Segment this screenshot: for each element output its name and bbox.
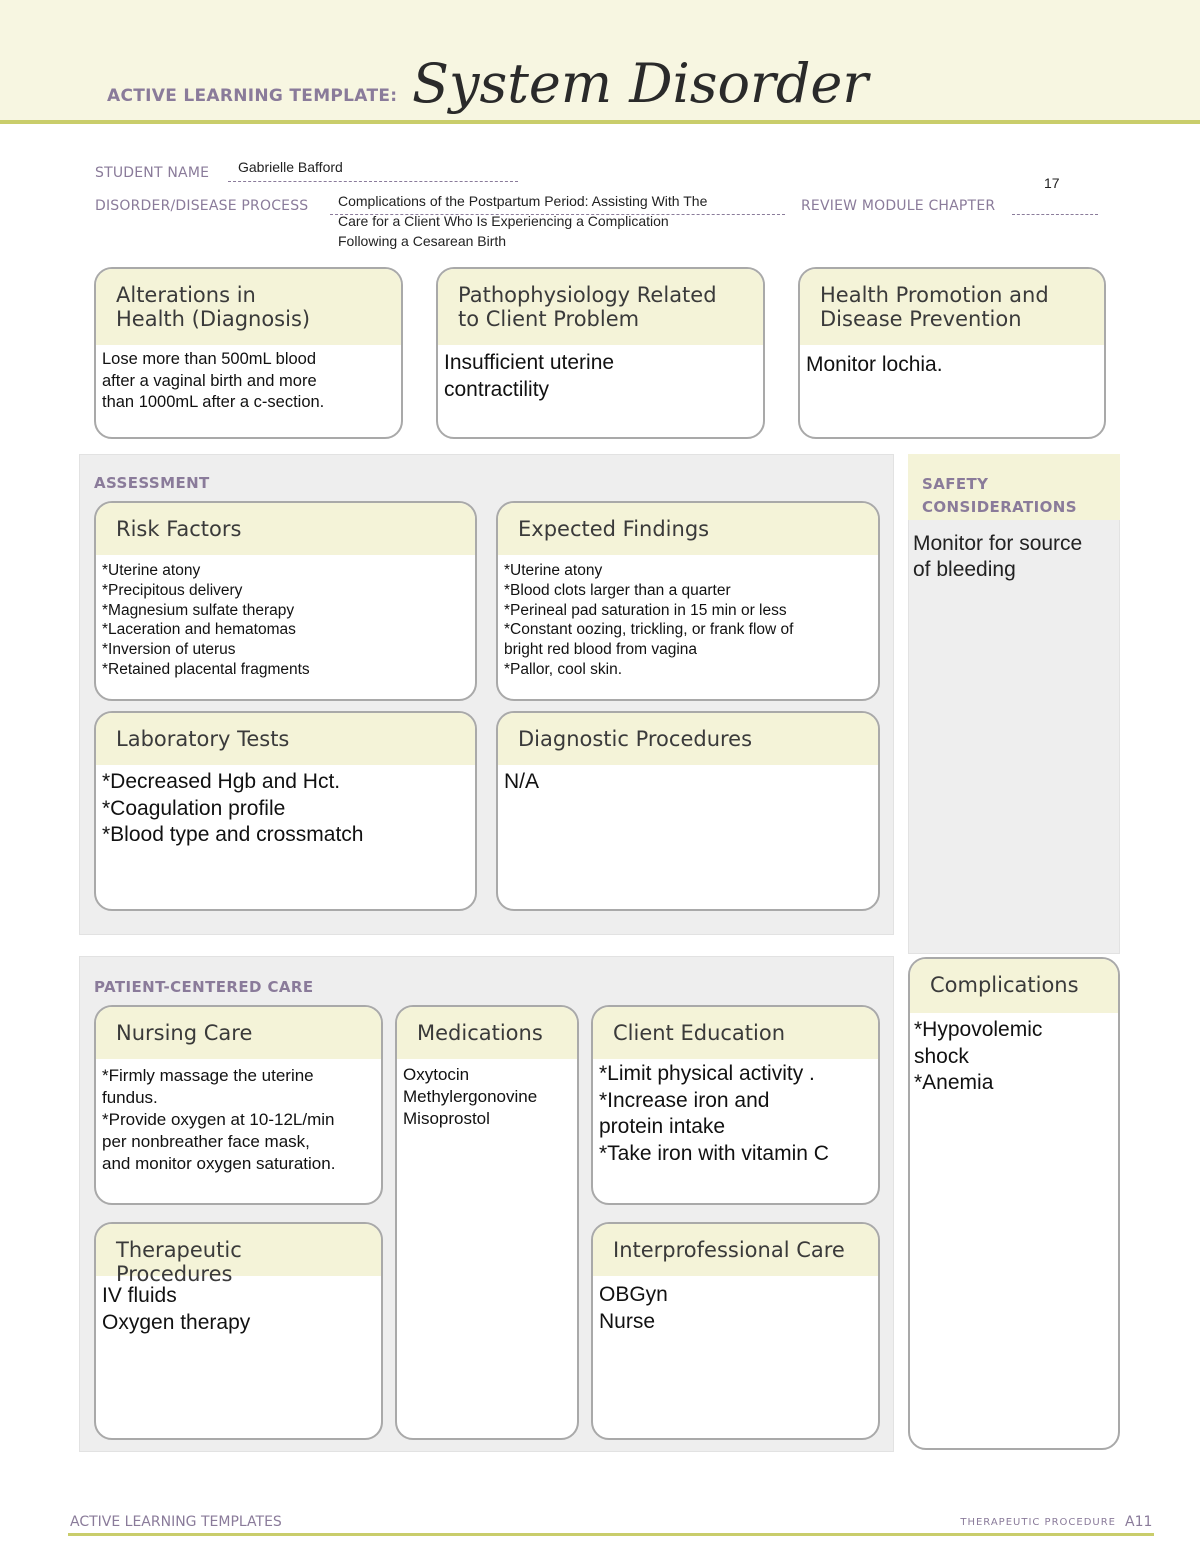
risk-factors-text[interactable]: *Uterine atony *Precipitous delivery *Magnesium sulfate therapy *Laceration and hematomas *Inversion of uterus *Retained placental fragments <box>102 562 310 678</box>
pathophysiology-text[interactable]: Insufficient uterine contractility <box>444 351 615 401</box>
diagnostic-procedures-title: Diagnostic Procedures <box>498 713 878 765</box>
safety-label: SAFETY CONSIDERATIONS <box>922 475 1077 516</box>
client-education-box <box>591 1005 880 1205</box>
complications-text[interactable]: *Hypovolemic shock *Anemia <box>914 1018 1043 1094</box>
assessment-label: ASSESSMENT <box>94 474 210 492</box>
risk-factors-box <box>94 501 477 701</box>
chapter-line <box>1012 214 1098 215</box>
client-education-text[interactable]: *Limit physical activity . *Increase iron and protein intake *Take iron with vitamin C <box>599 1062 829 1165</box>
therapeutic-procedures-title: Therapeutic Procedures <box>96 1224 381 1276</box>
interprofessional-care-text[interactable]: OBGyn Nurse <box>599 1283 668 1333</box>
alterations-box <box>94 267 403 439</box>
complications-title: Complications <box>910 959 1118 1013</box>
interprofessional-care-title: Interprofessional Care <box>593 1224 878 1276</box>
pathophysiology-title: Pathophysiology Related to Client Problem <box>438 269 763 345</box>
health-promotion-box <box>798 267 1106 439</box>
health-promotion-text[interactable]: Monitor lochia. <box>806 353 943 376</box>
alterations-text[interactable]: Lose more than 500mL blood after a vaginal birth and more than 1000mL after a c-section. <box>102 350 325 411</box>
nursing-care-title: Nursing Care <box>96 1007 381 1059</box>
student-name-line <box>228 181 518 182</box>
nursing-care-box <box>94 1005 383 1205</box>
diagnostic-procedures-text[interactable]: N/A <box>504 770 540 793</box>
chapter-label: REVIEW MODULE CHAPTER <box>801 198 996 214</box>
student-name-label: STUDENT NAME <box>95 165 210 181</box>
diagnostic-procedures-box <box>496 711 880 911</box>
complications-box <box>908 957 1120 1450</box>
safety-column <box>908 454 1120 954</box>
header-label: ACTIVE LEARNING TEMPLATE: <box>107 86 398 106</box>
laboratory-tests-box <box>94 711 477 911</box>
student-name-field[interactable]: Gabrielle Bafford <box>238 159 343 175</box>
patient-care-label: PATIENT-CENTERED CARE <box>94 978 314 996</box>
expected-findings-title: Expected Findings <box>498 503 878 555</box>
pathophysiology-box <box>436 267 765 439</box>
page-title: System Disorder <box>412 52 869 115</box>
health-promotion-title: Health Promotion and Disease Prevention <box>800 269 1104 345</box>
footer-left: ACTIVE LEARNING TEMPLATES <box>70 1514 282 1530</box>
page-number: A11 <box>1125 1514 1153 1530</box>
expected-findings-text[interactable]: *Uterine atony *Blood clots larger than a quarter *Perineal pad saturation in 15 min or less *Constant oozing, trickling, or frank flow of bright red blood from vagina *Pallor, cool skin. <box>504 562 794 678</box>
medications-text[interactable]: Oxytocin Methylergonovine Misoprostol <box>403 1065 538 1128</box>
footer-divider <box>68 1533 1154 1536</box>
expected-findings-box <box>496 501 880 701</box>
risk-factors-title: Risk Factors <box>96 503 475 555</box>
disorder-label: DISORDER/DISEASE PROCESS <box>95 198 309 214</box>
therapeutic-procedures-text[interactable]: IV fluids Oxygen therapy <box>102 1284 251 1334</box>
disorder-field[interactable]: Complications of the Postpartum Period: Assisting With The Care for a Client Who Is Experiencing a Complication Following a Cesarean Birth <box>338 193 708 249</box>
laboratory-tests-title: Laboratory Tests <box>96 713 475 765</box>
medications-box <box>395 1005 579 1440</box>
medications-title: Medications <box>397 1007 577 1059</box>
client-education-title: Client Education <box>593 1007 878 1059</box>
nursing-care-text[interactable]: *Firmly massage the uterine fundus. *Provide oxygen at 10-12L/min per nonbreather face mask, and monitor oxygen saturation. <box>102 1066 336 1173</box>
safety-text[interactable]: Monitor for source of bleeding <box>913 532 1083 581</box>
laboratory-tests-text[interactable]: *Decreased Hgb and Hct. *Coagulation profile *Blood type and crossmatch <box>102 770 364 846</box>
alterations-title: Alterations in Health (Diagnosis) <box>96 269 401 345</box>
interprofessional-care-box <box>591 1222 880 1440</box>
footer-right: THERAPEUTIC PROCEDURE <box>960 1517 1116 1528</box>
chapter-field[interactable]: 17 <box>1044 175 1060 191</box>
therapeutic-procedures-box <box>94 1222 383 1440</box>
